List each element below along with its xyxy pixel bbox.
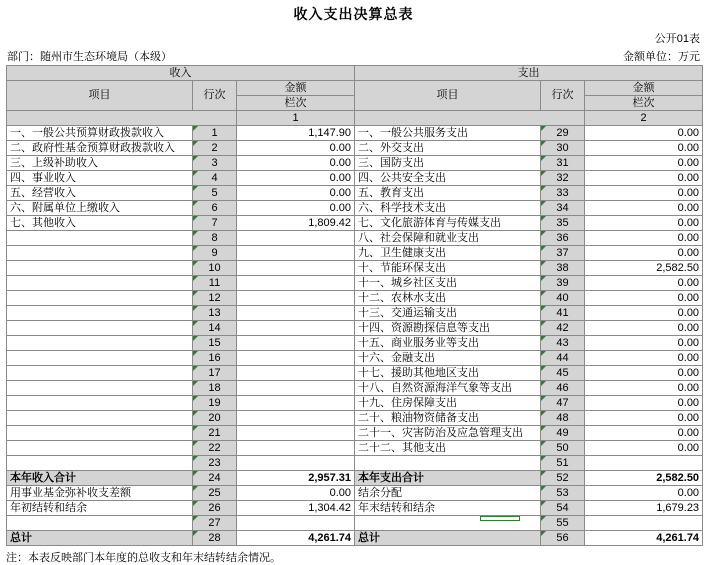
row-amount-expense: 2,582.50: [585, 471, 703, 486]
row-item-expense: 七、文化旅游体育与传媒支出: [355, 216, 541, 231]
row-item-income: [7, 321, 193, 336]
row-line-expense: 34: [541, 201, 585, 216]
row-amount-expense: 0.00: [585, 426, 703, 441]
row-item-expense: 八、社会保障和就业支出: [355, 231, 541, 246]
row-amount-expense: 0.00: [585, 396, 703, 411]
row-amount-expense: 0.00: [585, 276, 703, 291]
table-row: [7, 471, 703, 486]
table-row: [7, 201, 703, 216]
row-amount-income: [237, 351, 355, 366]
table-row: [7, 381, 703, 396]
table-row: [7, 156, 703, 171]
row-amount-expense: 0.00: [585, 381, 703, 396]
row-item-income: [7, 261, 193, 276]
row-line-expense: 38: [541, 261, 585, 276]
colno-expense: 2: [585, 111, 703, 126]
row-amount-income: 1,147.90: [237, 126, 355, 141]
row-item-expense: 九、卫生健康支出: [355, 246, 541, 261]
row-item-expense: 十四、资源勘探信息等支出: [355, 321, 541, 336]
row-amount-expense: 0.00: [585, 156, 703, 171]
row-amount-expense: 0.00: [585, 246, 703, 261]
row-line-income: 23: [193, 456, 237, 471]
status-marker: [480, 516, 520, 521]
row-amount-income: [237, 426, 355, 441]
row-line-expense: 35: [541, 216, 585, 231]
row-line-income: 22: [193, 441, 237, 456]
row-line-expense: 49: [541, 426, 585, 441]
table-row: [7, 441, 703, 456]
row-item-income: [7, 411, 193, 426]
row-line-income: 9: [193, 246, 237, 261]
row-line-income: 26: [193, 501, 237, 516]
table-row: [7, 126, 703, 141]
row-amount-expense: 0.00: [585, 306, 703, 321]
row-line-income: 17: [193, 366, 237, 381]
row-line-income: 18: [193, 381, 237, 396]
row-amount-income: 0.00: [237, 201, 355, 216]
row-item-expense: 二十二、其他支出: [355, 441, 541, 456]
table-row: [7, 276, 703, 291]
row-item-expense: 十、节能环保支出: [355, 261, 541, 276]
budget-table: [6, 65, 703, 546]
header-amount-expense: 金额: [585, 81, 703, 96]
row-item-expense: 一、一般公共服务支出: [355, 126, 541, 141]
row-item-income: 二、政府性基金预算财政拨款收入: [7, 141, 193, 156]
row-line-income: 21: [193, 426, 237, 441]
row-line-income: 25: [193, 486, 237, 501]
row-item-income: [7, 246, 193, 261]
row-item-income: 四、事业收入: [7, 171, 193, 186]
row-item-income: 三、上级补助收入: [7, 156, 193, 171]
row-line-income: 11: [193, 276, 237, 291]
row-line-income: 27: [193, 516, 237, 531]
row-item-income: [7, 396, 193, 411]
row-item-expense: 十九、住房保障支出: [355, 396, 541, 411]
row-item-income: [7, 276, 193, 291]
row-line-expense: 29: [541, 126, 585, 141]
row-amount-income: [237, 366, 355, 381]
row-line-expense: 33: [541, 186, 585, 201]
table-row: [7, 246, 703, 261]
row-item-income: [7, 426, 193, 441]
row-line-income: 1: [193, 126, 237, 141]
row-item-income: 总计: [7, 531, 193, 546]
row-amount-expense: 4,261.74: [585, 531, 703, 546]
public-code-spacer: [7, 34, 10, 46]
row-line-expense: 36: [541, 231, 585, 246]
row-amount-income: [237, 261, 355, 276]
row-line-expense: 41: [541, 306, 585, 321]
row-amount-expense: 0.00: [585, 486, 703, 501]
row-amount-income: [237, 381, 355, 396]
header-item-income: 项目: [7, 81, 193, 111]
row-line-expense: 54: [541, 501, 585, 516]
row-line-expense: 45: [541, 366, 585, 381]
row-line-income: 2: [193, 141, 237, 156]
row-line-income: 6: [193, 201, 237, 216]
table-row: [7, 531, 703, 546]
row-line-income: 4: [193, 171, 237, 186]
row-item-income: 一、一般公共预算财政拨款收入: [7, 126, 193, 141]
row-amount-expense: 0.00: [585, 231, 703, 246]
row-line-expense: 55: [541, 516, 585, 531]
row-amount-income: [237, 396, 355, 411]
row-item-income: [7, 291, 193, 306]
row-item-expense: 十二、农林水支出: [355, 291, 541, 306]
table-row: [7, 426, 703, 441]
row-line-expense: 53: [541, 486, 585, 501]
row-amount-income: 1,304.42: [237, 501, 355, 516]
row-item-income: [7, 351, 193, 366]
row-line-income: 12: [193, 291, 237, 306]
row-amount-expense: 0.00: [585, 366, 703, 381]
row-amount-expense: 0.00: [585, 411, 703, 426]
row-item-expense: 二、外交支出: [355, 141, 541, 156]
row-item-income: 六、附属单位上缴收入: [7, 201, 193, 216]
row-line-expense: 37: [541, 246, 585, 261]
meta-row-top: [6, 30, 701, 48]
table-row: [7, 366, 703, 381]
row-amount-income: 2,957.31: [237, 471, 355, 486]
row-amount-expense: 0.00: [585, 141, 703, 156]
row-amount-income: [237, 441, 355, 456]
table-row: [7, 486, 703, 501]
row-item-expense: 年末结转和结余: [355, 501, 541, 516]
row-item-expense: 本年支出合计: [355, 471, 541, 486]
table-row: [7, 216, 703, 231]
row-item-income: [7, 456, 193, 471]
colno-spacer-income: [7, 111, 237, 126]
row-line-income: 19: [193, 396, 237, 411]
row-amount-expense: 0.00: [585, 171, 703, 186]
table-row: [7, 231, 703, 246]
row-line-income: 16: [193, 351, 237, 366]
row-item-income: [7, 366, 193, 381]
row-item-expense: 十八、自然资源海洋气象等支出: [355, 381, 541, 396]
row-item-income: [7, 441, 193, 456]
table-row: [7, 411, 703, 426]
amount-unit-label: 金额单位：万元: [623, 51, 700, 63]
row-line-income: 10: [193, 261, 237, 276]
row-amount-expense: 0.00: [585, 336, 703, 351]
row-line-income: 14: [193, 321, 237, 336]
row-amount-income: [237, 231, 355, 246]
row-amount-income: 0.00: [237, 186, 355, 201]
row-item-income: [7, 336, 193, 351]
row-item-income: 年初结转和结余: [7, 501, 193, 516]
header-column-label-income: 栏次: [237, 96, 355, 111]
row-line-expense: 31: [541, 156, 585, 171]
table-row: [7, 456, 703, 471]
row-item-expense: 二十、粮油物资储备支出: [355, 411, 541, 426]
row-line-expense: 44: [541, 351, 585, 366]
row-amount-expense: [585, 516, 703, 531]
table-row: [7, 171, 703, 186]
table-row: [7, 291, 703, 306]
header-column-label-expense: 栏次: [585, 96, 703, 111]
table-row: [7, 516, 703, 531]
table-row: [7, 321, 703, 336]
row-amount-income: 0.00: [237, 141, 355, 156]
row-item-expense: 十七、援助其他地区支出: [355, 366, 541, 381]
row-amount-expense: 0.00: [585, 186, 703, 201]
colno-spacer-expense: [355, 111, 585, 126]
row-amount-income: 0.00: [237, 486, 355, 501]
row-amount-income: [237, 246, 355, 261]
row-line-income: 7: [193, 216, 237, 231]
row-item-income: [7, 381, 193, 396]
row-line-expense: 48: [541, 411, 585, 426]
row-item-income: 本年收入合计: [7, 471, 193, 486]
colno-income: 1: [237, 111, 355, 126]
header-item-expense: 项目: [355, 81, 541, 111]
row-amount-expense: 0.00: [585, 441, 703, 456]
row-amount-expense: 0.00: [585, 201, 703, 216]
row-item-expense: 十六、金融支出: [355, 351, 541, 366]
table-row: [7, 306, 703, 321]
header-line-expense: 行次: [541, 81, 585, 111]
table-header-row: [7, 81, 703, 96]
meta-row-bottom: [6, 48, 701, 65]
header-line-income: 行次: [193, 81, 237, 111]
row-amount-income: [237, 336, 355, 351]
row-item-expense: 五、教育支出: [355, 186, 541, 201]
row-item-expense: 六、科学技术支出: [355, 201, 541, 216]
table-row: [7, 261, 703, 276]
row-amount-income: 0.00: [237, 171, 355, 186]
table-row: [7, 351, 703, 366]
row-line-expense: 43: [541, 336, 585, 351]
row-amount-income: [237, 321, 355, 336]
row-line-expense: 47: [541, 396, 585, 411]
row-line-expense: 51: [541, 456, 585, 471]
row-line-expense: 42: [541, 321, 585, 336]
row-line-expense: 40: [541, 291, 585, 306]
table-row: [7, 141, 703, 156]
row-line-expense: 46: [541, 381, 585, 396]
row-item-income: 五、经营收入: [7, 186, 193, 201]
table-row: [7, 336, 703, 351]
row-amount-income: 0.00: [237, 156, 355, 171]
row-item-expense: 十三、交通运输支出: [355, 306, 541, 321]
row-item-expense: 四、公共安全支出: [355, 171, 541, 186]
table-band-row: [7, 66, 703, 81]
row-amount-expense: 0.00: [585, 126, 703, 141]
table-body: [7, 66, 703, 546]
row-item-expense: 三、国防支出: [355, 156, 541, 171]
row-line-income: 20: [193, 411, 237, 426]
row-amount-income: [237, 411, 355, 426]
row-amount-expense: 0.00: [585, 291, 703, 306]
row-line-expense: 32: [541, 171, 585, 186]
row-line-income: 28: [193, 531, 237, 546]
band-income: 收入: [7, 66, 355, 81]
table-row: [7, 501, 703, 516]
row-item-income: 用事业基金弥补收支差额: [7, 486, 193, 501]
row-item-expense: 总计: [355, 531, 541, 546]
row-item-income: [7, 306, 193, 321]
table-row: [7, 396, 703, 411]
row-line-expense: 56: [541, 531, 585, 546]
row-amount-income: [237, 306, 355, 321]
row-item-income: 七、其他收入: [7, 216, 193, 231]
row-line-expense: 39: [541, 276, 585, 291]
public-code: 公开01表: [654, 33, 700, 45]
band-expense: 支出: [355, 66, 703, 81]
row-line-income: 3: [193, 156, 237, 171]
row-item-expense: 十五、商业服务业等支出: [355, 336, 541, 351]
row-amount-expense: 1,679.23: [585, 501, 703, 516]
department-label: 部门：随州市生态环境局（本级）: [7, 51, 172, 63]
table-row: [7, 186, 703, 201]
row-line-expense: 50: [541, 441, 585, 456]
row-amount-income: [237, 456, 355, 471]
row-item-income: [7, 231, 193, 246]
row-line-income: 5: [193, 186, 237, 201]
table-colno-row: [7, 111, 703, 126]
header-amount-income: 金额: [237, 81, 355, 96]
row-amount-income: [237, 276, 355, 291]
row-line-expense: 30: [541, 141, 585, 156]
page-title: 收入支出决算总表: [293, 6, 414, 22]
footnote: 注：本表反映部门本年度的总收支和年末结转结余情况。: [6, 552, 281, 564]
row-item-expense: [355, 456, 541, 471]
row-amount-expense: [585, 456, 703, 471]
row-amount-income: 1,809.42: [237, 216, 355, 231]
row-item-income: [7, 516, 193, 531]
row-item-expense: 十一、城乡社区支出: [355, 276, 541, 291]
row-amount-expense: 2,582.50: [585, 261, 703, 276]
row-amount-income: [237, 291, 355, 306]
row-amount-expense: 0.00: [585, 216, 703, 231]
row-amount-expense: 0.00: [585, 321, 703, 336]
row-item-expense: 二十一、灾害防治及应急管理支出: [355, 426, 541, 441]
row-amount-income: 4,261.74: [237, 531, 355, 546]
row-line-income: 15: [193, 336, 237, 351]
row-amount-expense: 0.00: [585, 351, 703, 366]
row-amount-income: [237, 516, 355, 531]
row-item-expense: 结余分配: [355, 486, 541, 501]
row-line-income: 13: [193, 306, 237, 321]
row-line-income: 8: [193, 231, 237, 246]
row-line-expense: 52: [541, 471, 585, 486]
row-line-income: 24: [193, 471, 237, 486]
